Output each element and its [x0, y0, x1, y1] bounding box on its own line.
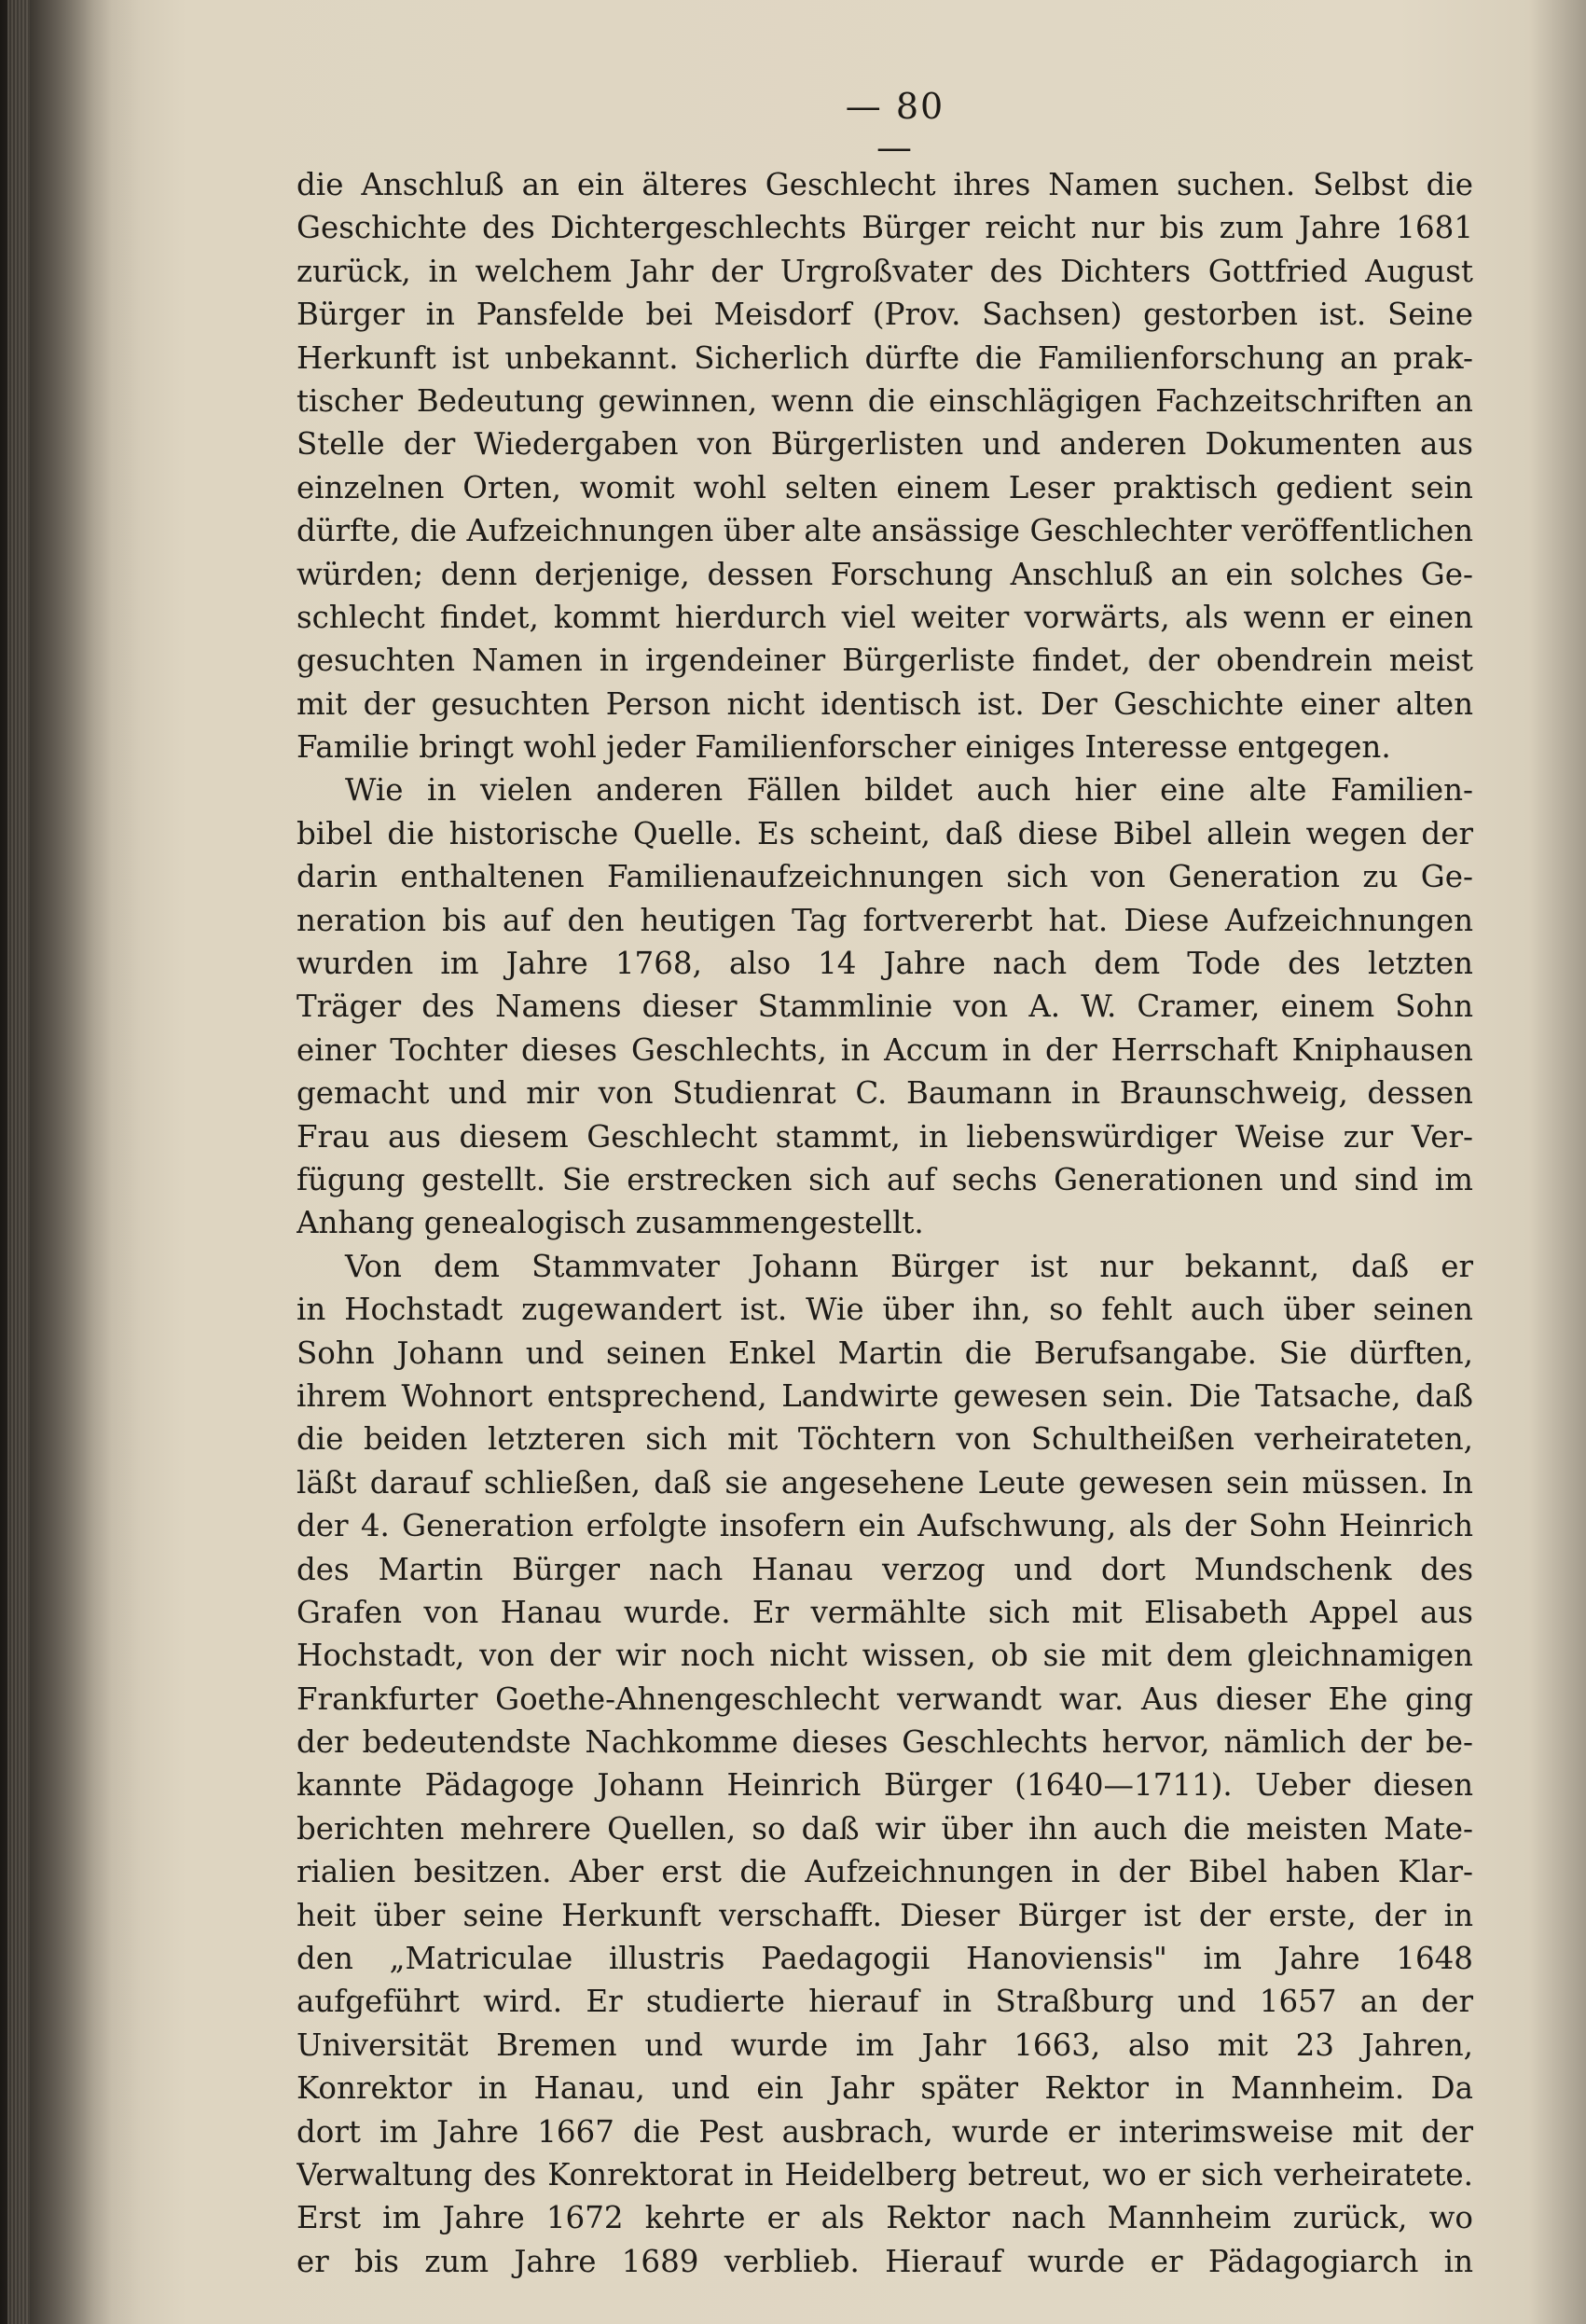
text-line: darin enthaltenen Familienaufzeichnungen sich von Generation zu Ge-	[297, 859, 1473, 895]
text-line: kannte Pädagoge Johann Heinrich Bürger (1640—1711). Ueber diesen	[297, 1767, 1473, 1804]
text-line: Universität Bremen und wurde im Jahr 1663, also mit 23 Jahren,	[297, 2027, 1473, 2063]
text-line: die beiden letzteren sich mit Töchtern von Schultheißen verheirateten,	[297, 1421, 1473, 1458]
text-line: wurden im Jahre 1768, also 14 Jahre nach dem Tode des letzten	[297, 946, 1473, 982]
text-line: rialien besitzen. Aber erst die Aufzeichnungen in der Bibel haben Klar-	[297, 1854, 1473, 1890]
text-line: Herkunft ist unbekannt. Sicherlich dürfte die Familienforschung an prak-	[297, 339, 1473, 376]
text-line: Wie in vielen anderen Fällen bildet auch hier eine alte Familien-	[345, 772, 1473, 809]
text-line: der 4. Generation erfolgte insofern ein Aufschwung, als der Sohn Heinrich	[297, 1508, 1473, 1544]
text-line: Sohn Johann und seinen Enkel Martin die Berufsangabe. Sie dürften,	[297, 1335, 1473, 1371]
text-line: Frankfurter Goethe-Ahnengeschlecht verwandt war. Aus dieser Ehe ging	[297, 1681, 1473, 1717]
text-line: zurück, in welchem Jahr der Urgroßvater des Dichters Gottfried August	[297, 253, 1473, 289]
text-line: gemacht und mir von Studienrat C. Baumann in Braunschweig, dessen	[297, 1075, 1473, 1112]
text-line: des Martin Bürger nach Hanau verzog und dort Mundschenk des	[297, 1551, 1473, 1587]
text-line: ihrem Wohnort entsprechend, Landwirte gewesen sein. Die Tatsache, daß	[297, 1377, 1473, 1414]
text-line: die Anschluß an ein älteres Geschlecht ihres Namen suchen. Selbst die	[297, 167, 1473, 202]
text-line: Anhang genealogisch zusammengestellt.	[297, 1205, 924, 1241]
text-line: einer Tochter dieses Geschlechts, in Accum in der Herrschaft Kniphausen	[297, 1031, 1473, 1068]
text-line: Von dem Stammvater Johann Bürger ist nur bekannt, daß er	[345, 1248, 1473, 1284]
text-line: läßt darauf schließen, daß sie angesehene Leute gewesen sein müssen. In	[297, 1464, 1473, 1501]
text-line: Geschichte des Dichtergeschlechts Bürger reicht nur bis zum Jahre 1681	[297, 210, 1473, 246]
body-text	[297, 163, 1473, 2283]
text-line: neration bis auf den heutigen Tag fortvererbt hat. Diese Aufzeichnungen	[297, 902, 1473, 938]
text-line: Träger des Namens dieser Stammlinie von A. W. Cramer, einem Sohn	[297, 989, 1473, 1025]
text-line: Hochstadt, von der wir noch nicht wissen, ob sie mit dem gleichnamigen	[297, 1638, 1473, 1674]
text-line: berichten mehrere Quellen, so daß wir über ihn auch die meisten Mate-	[297, 1810, 1473, 1847]
text-line: fügung gestellt. Sie erstrecken sich auf sechs Generationen und sind im	[297, 1161, 1473, 1197]
text-line: Konrektor in Hanau, und ein Jahr später Rektor in Mannheim. Da	[297, 2070, 1473, 2107]
text-line: Bürger in Pansfelde bei Meisdorf (Prov. Sachsen) gestorben ist. Seine	[297, 297, 1473, 333]
text-line: in Hochstadt zugewandert ist. Wie über ihn, so fehlt auch über seinen	[297, 1292, 1473, 1328]
text-line: Frau aus diesem Geschlecht stammt, in liebenswürdiger Weise zur Ver-	[297, 1118, 1473, 1155]
text-line: dort im Jahre 1667 die Pest ausbrach, wurde er interimsweise mit der	[297, 2113, 1473, 2150]
text-line: Erst im Jahre 1672 kehrte er als Rektor nach Mannheim zurück, wo	[297, 2200, 1473, 2236]
text-line: einzelnen Orten, womit wohl selten einem Leser praktisch gedient sein	[297, 469, 1473, 505]
text-line: schlecht findet, kommt hierdurch viel weiter vorwärts, als wenn er einen	[297, 599, 1473, 635]
text-line: würden; denn derjenige, dessen Forschung Anschluß an ein solches Ge-	[297, 556, 1473, 592]
text-line: tischer Bedeutung gewinnen, wenn die einschlägigen Fachzeitschriften an	[297, 382, 1473, 419]
text-line: bibel die historische Quelle. Es scheint, daß diese Bibel allein wegen der	[297, 815, 1473, 851]
text-line: den „Matriculae illustris Paedagogii Hanoviensis" im Jahre 1648	[297, 1941, 1473, 1977]
text-line: Stelle der Wiedergaben von Bürgerlisten und anderen Dokumenten aus	[297, 426, 1473, 463]
page-number: — 80 —	[845, 86, 945, 168]
text-line: Familie bringt wohl jeder Familienforscher einiges Interesse entgegen.	[297, 729, 1391, 766]
text-line: der bedeutendste Nachkomme dieses Geschlechts hervor, nämlich der be-	[297, 1724, 1473, 1761]
text-line: dürfte, die Aufzeichnungen über alte ansässige Geschlechter veröffentlichen	[297, 513, 1473, 549]
text-line: aufgeführt wird. Er studierte hierauf in Straßburg und 1657 an der	[297, 1984, 1473, 2020]
book-page-edges	[7, 0, 30, 2324]
text-line: mit der gesuchten Person nicht identisch ist. Der Geschichte einer alten	[297, 685, 1473, 722]
text-line: Verwaltung des Konrektorat in Heidelberg betreut, wo er sich verheiratete.	[297, 2156, 1473, 2193]
text-line: gesuchten Namen in irgendeiner Bürgerliste findet, der obendrein meist	[297, 643, 1473, 679]
text-line: er bis zum Jahre 1689 verblieb. Hierauf wurde er Pädagogiarch in	[297, 2243, 1473, 2279]
text-line: heit über seine Herkunft verschafft. Dieser Bürger ist der erste, der in	[297, 1897, 1473, 1933]
text-line: Grafen von Hanau wurde. Er vermählte sich mit Elisabeth Appel aus	[297, 1594, 1473, 1630]
